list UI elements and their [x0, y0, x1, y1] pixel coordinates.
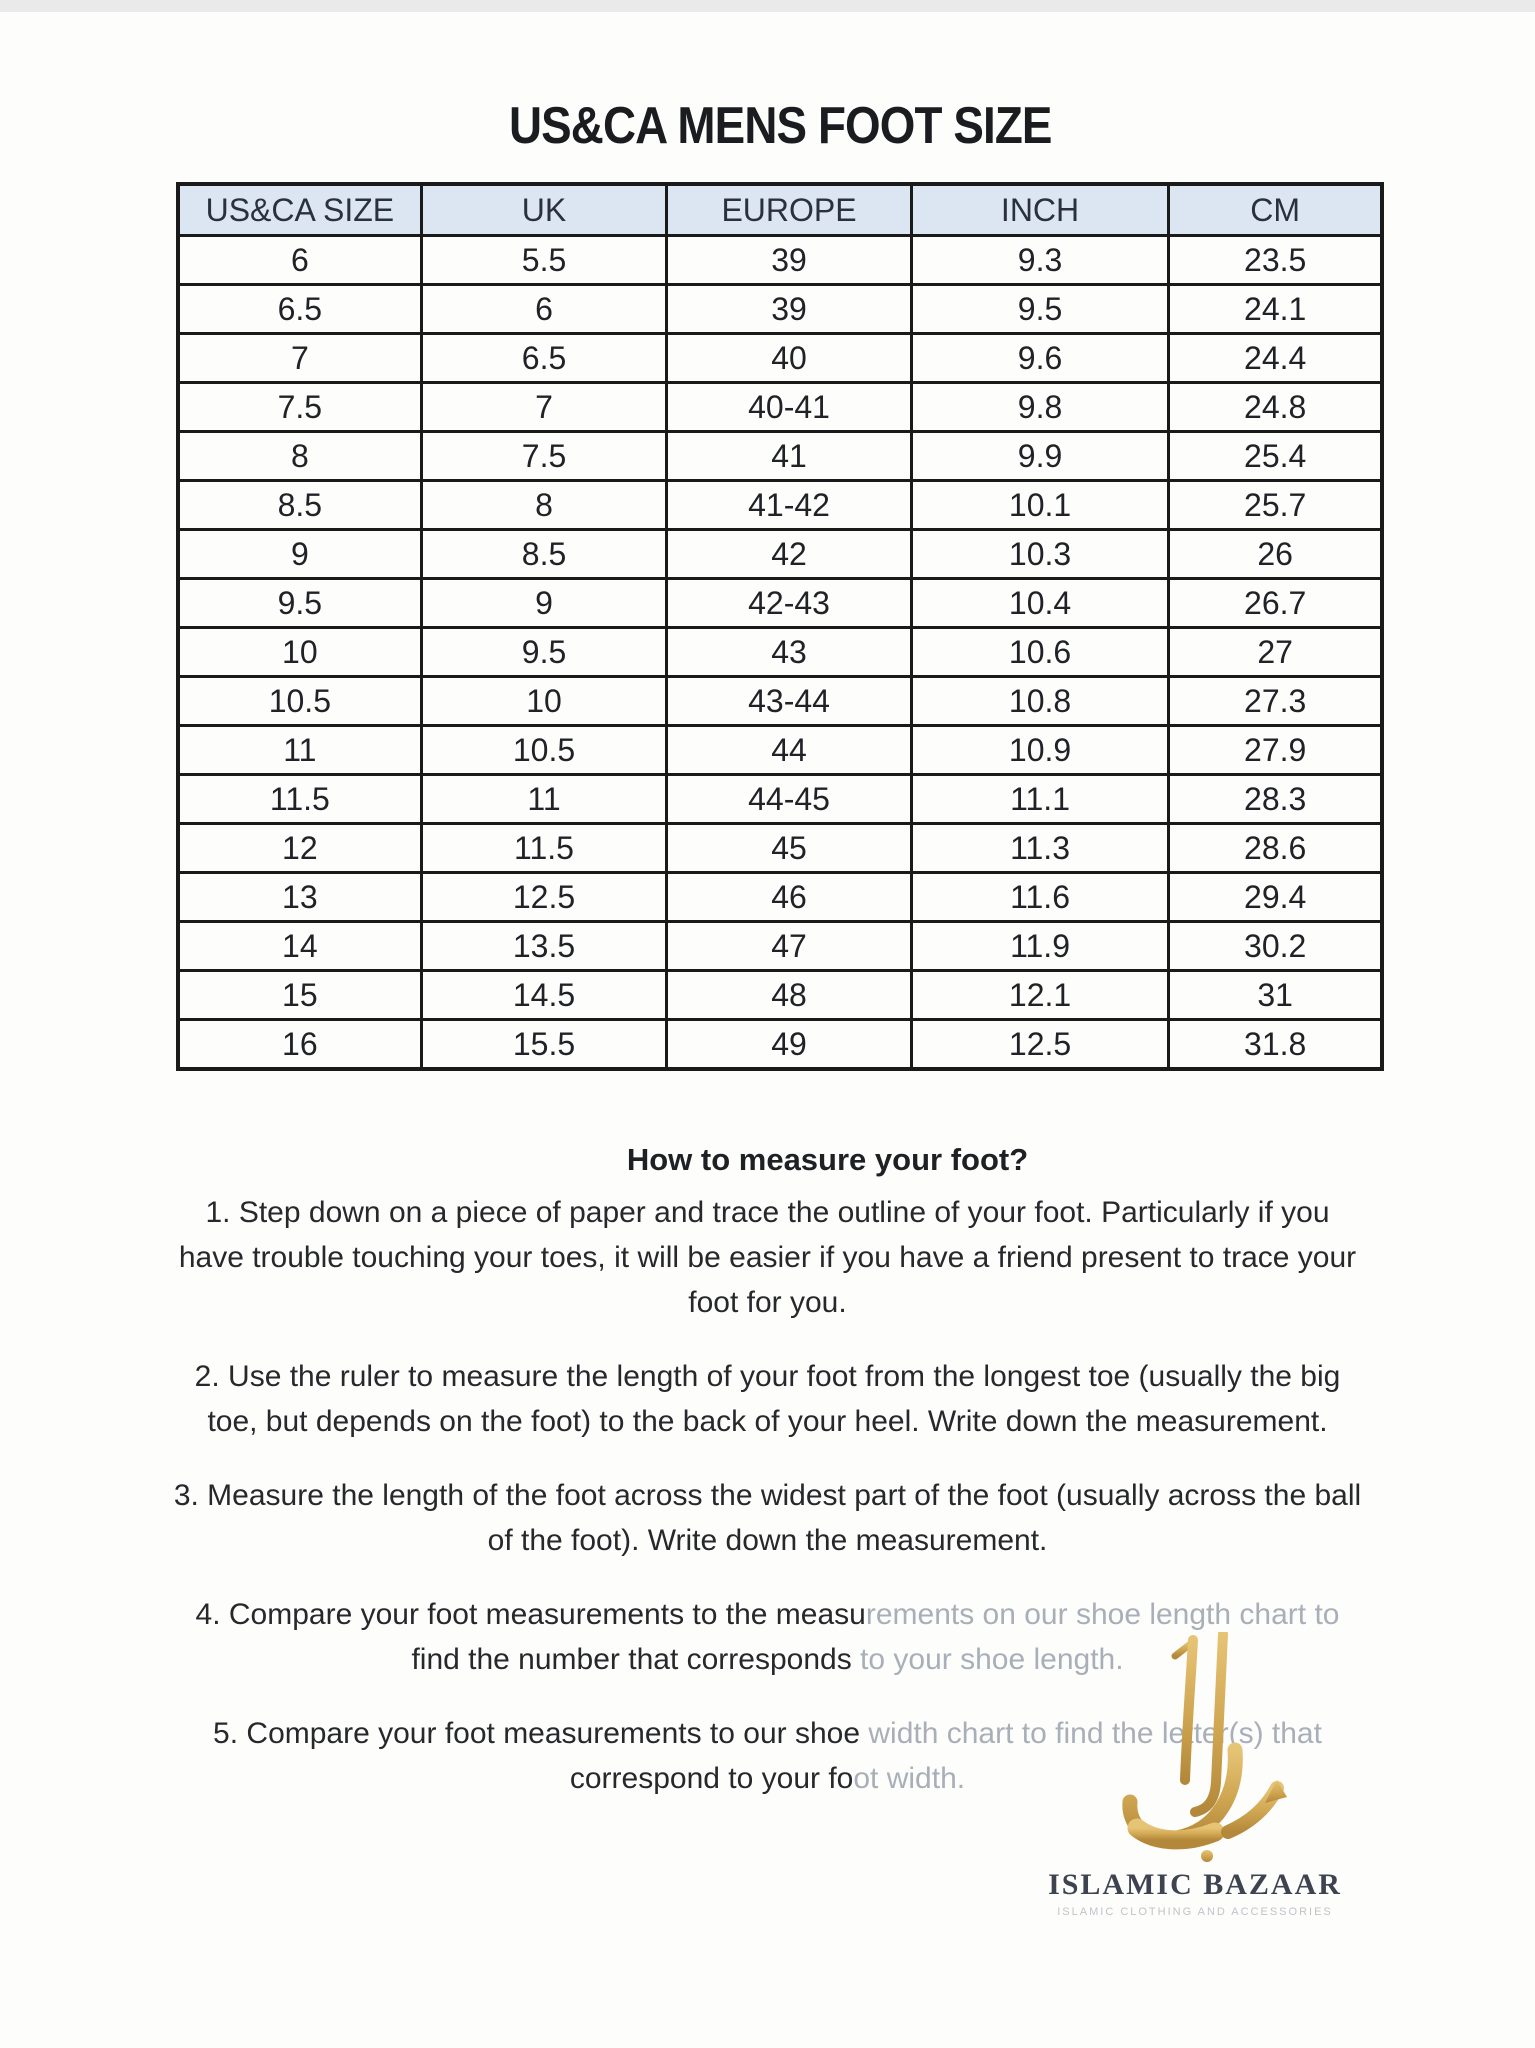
size-cell: 47 — [667, 922, 911, 971]
size-cell: 26 — [1169, 530, 1382, 579]
size-cell: 12.5 — [421, 873, 667, 922]
size-cell: 24.1 — [1169, 285, 1382, 334]
size-cell: 43-44 — [667, 677, 911, 726]
size-cell: 6 — [421, 285, 667, 334]
table-row — [178, 432, 1382, 481]
table-row — [178, 236, 1382, 285]
table-row — [178, 873, 1382, 922]
size-cell: 11.1 — [911, 775, 1169, 824]
instruction-line: of the foot). Write down the measurement. — [487, 1524, 1048, 1557]
size-cell: 49 — [667, 1020, 911, 1070]
size-cell: 8 — [421, 481, 667, 530]
table-row — [178, 971, 1382, 1020]
size-cell: 25.7 — [1169, 481, 1382, 530]
size-cell: 10.5 — [421, 726, 667, 775]
size-cell: 28.6 — [1169, 824, 1382, 873]
brand-tagline: ISLAMIC CLOTHING AND ACCESSORIES — [1057, 1906, 1333, 1918]
size-cell: 10.4 — [911, 579, 1169, 628]
page-title — [176, 96, 1384, 156]
size-cell: 41-42 — [667, 481, 911, 530]
size-cell: 42-43 — [667, 579, 911, 628]
size-cell: 11.9 — [911, 922, 1169, 971]
size-cell: 15.5 — [421, 1020, 667, 1070]
size-cell: 11.5 — [178, 775, 421, 824]
foot-size-table — [176, 182, 1384, 1071]
size-cell: 31 — [1169, 971, 1382, 1020]
table-row — [178, 383, 1382, 432]
size-cell: 5.5 — [421, 236, 667, 285]
table-row — [178, 481, 1382, 530]
size-cell: 13 — [178, 873, 421, 922]
size-table-body — [178, 236, 1382, 1070]
table-row — [178, 285, 1382, 334]
size-cell: 11.6 — [911, 873, 1169, 922]
size-cell: 40-41 — [667, 383, 911, 432]
size-cell: 28.3 — [1169, 775, 1382, 824]
size-cell: 8 — [178, 432, 421, 481]
instruction-line: 1. Step down on a piece of paper and trace the outline of your foot. Particularly if you — [205, 1196, 1330, 1229]
table-row — [178, 1020, 1382, 1070]
size-cell: 31.8 — [1169, 1020, 1382, 1070]
size-cell: 12.5 — [911, 1020, 1169, 1070]
size-cell: 14.5 — [421, 971, 667, 1020]
table-row — [178, 628, 1382, 677]
instruction-line: find the number that corresponds to your shoe length. — [411, 1643, 1124, 1676]
size-cell: 9.5 — [911, 285, 1169, 334]
column-header: US&CA SIZE — [178, 184, 421, 236]
size-cell: 11 — [421, 775, 667, 824]
size-cell: 9.3 — [911, 236, 1169, 285]
size-cell: 41 — [667, 432, 911, 481]
size-cell: 7 — [178, 334, 421, 383]
instruction-line: have trouble touching your toes, it will be easier if you have a friend present to trace your — [178, 1241, 1357, 1274]
size-cell: 12.1 — [911, 971, 1169, 1020]
size-cell: 6.5 — [178, 285, 421, 334]
size-cell: 9.5 — [421, 628, 667, 677]
instruction-item-2 — [70, 1354, 1465, 1444]
size-cell: 44-45 — [667, 775, 911, 824]
size-cell: 44 — [667, 726, 911, 775]
size-cell: 9 — [421, 579, 667, 628]
size-cell: 46 — [667, 873, 911, 922]
table-row — [178, 334, 1382, 383]
size-cell: 10.3 — [911, 530, 1169, 579]
size-cell: 11.3 — [911, 824, 1169, 873]
brand-name: ISLAMIC BAZAAR — [1048, 1868, 1342, 1901]
size-cell: 7.5 — [178, 383, 421, 432]
size-cell: 23.5 — [1169, 236, 1382, 285]
size-cell: 9.6 — [911, 334, 1169, 383]
size-cell: 42 — [667, 530, 911, 579]
size-cell: 48 — [667, 971, 911, 1020]
size-cell: 11.5 — [421, 824, 667, 873]
size-cell: 45 — [667, 824, 911, 873]
size-cell: 10.1 — [911, 481, 1169, 530]
size-cell: 40 — [667, 334, 911, 383]
size-cell: 10.5 — [178, 677, 421, 726]
column-header: EUROPE — [667, 184, 911, 236]
size-cell: 13.5 — [421, 922, 667, 971]
instruction-line: 4. Compare your foot measurements to the measu rements on our shoe length chart to — [195, 1598, 1340, 1631]
size-cell: 11 — [178, 726, 421, 775]
top-border-strip — [0, 0, 1535, 12]
table-row — [178, 677, 1382, 726]
size-cell: 39 — [667, 285, 911, 334]
instruction-line: 3. Measure the length of the foot across the widest part of the foot (usually across the ball — [173, 1479, 1362, 1512]
size-cell: 9.5 — [178, 579, 421, 628]
table-row — [178, 726, 1382, 775]
instruction-line: foot for you. — [688, 1286, 847, 1319]
size-cell: 14 — [178, 922, 421, 971]
section-heading: How to measure your foot? — [626, 1142, 1029, 1177]
size-cell: 27.9 — [1169, 726, 1382, 775]
size-cell: 10.6 — [911, 628, 1169, 677]
column-header: INCH — [911, 184, 1169, 236]
instruction-item-1 — [70, 1190, 1465, 1325]
table-row — [178, 922, 1382, 971]
size-cell: 30.2 — [1169, 922, 1382, 971]
size-cell: 27 — [1169, 628, 1382, 677]
size-cell: 10 — [421, 677, 667, 726]
instruction-line: 2. Use the ruler to measure the length of your foot from the longest toe (usually the big — [194, 1360, 1341, 1393]
size-cell: 7.5 — [421, 432, 667, 481]
size-cell: 9.8 — [911, 383, 1169, 432]
size-cell: 24.8 — [1169, 383, 1382, 432]
table-row — [178, 530, 1382, 579]
size-cell: 8.5 — [178, 481, 421, 530]
size-cell: 16 — [178, 1020, 421, 1070]
instruction-line: 5. Compare your foot measurements to our shoe width chart to find the letter(s) that — [213, 1717, 1322, 1750]
size-cell: 10.8 — [911, 677, 1169, 726]
size-cell: 25.4 — [1169, 432, 1382, 481]
size-cell: 9.9 — [911, 432, 1169, 481]
size-cell: 15 — [178, 971, 421, 1020]
instruction-line: toe, but depends on the foot) to the back of your heel. Write down the measurement. — [207, 1405, 1328, 1438]
size-cell: 10 — [178, 628, 421, 677]
size-cell: 39 — [667, 236, 911, 285]
size-cell: 7 — [421, 383, 667, 432]
column-header: UK — [421, 184, 667, 236]
table-row — [178, 579, 1382, 628]
size-cell: 6.5 — [421, 334, 667, 383]
size-cell: 10.9 — [911, 726, 1169, 775]
size-cell: 27.3 — [1169, 677, 1382, 726]
size-cell: 29.4 — [1169, 873, 1382, 922]
size-cell: 26.7 — [1169, 579, 1382, 628]
size-cell: 6 — [178, 236, 421, 285]
instruction-item-3 — [70, 1473, 1465, 1563]
size-cell: 43 — [667, 628, 911, 677]
instruction-line: correspond to your fo ot width. — [569, 1762, 966, 1795]
column-header: CM — [1169, 184, 1382, 236]
table-row — [178, 824, 1382, 873]
page-title-text: US&CA MENS FOOT SIZE — [508, 97, 1052, 155]
arabic-calligraphy-icon — [1115, 1632, 1305, 1864]
table-row — [178, 775, 1382, 824]
size-cell: 8.5 — [421, 530, 667, 579]
size-cell: 24.4 — [1169, 334, 1382, 383]
size-cell: 9 — [178, 530, 421, 579]
size-cell: 12 — [178, 824, 421, 873]
size-table-header-row — [178, 184, 1382, 236]
